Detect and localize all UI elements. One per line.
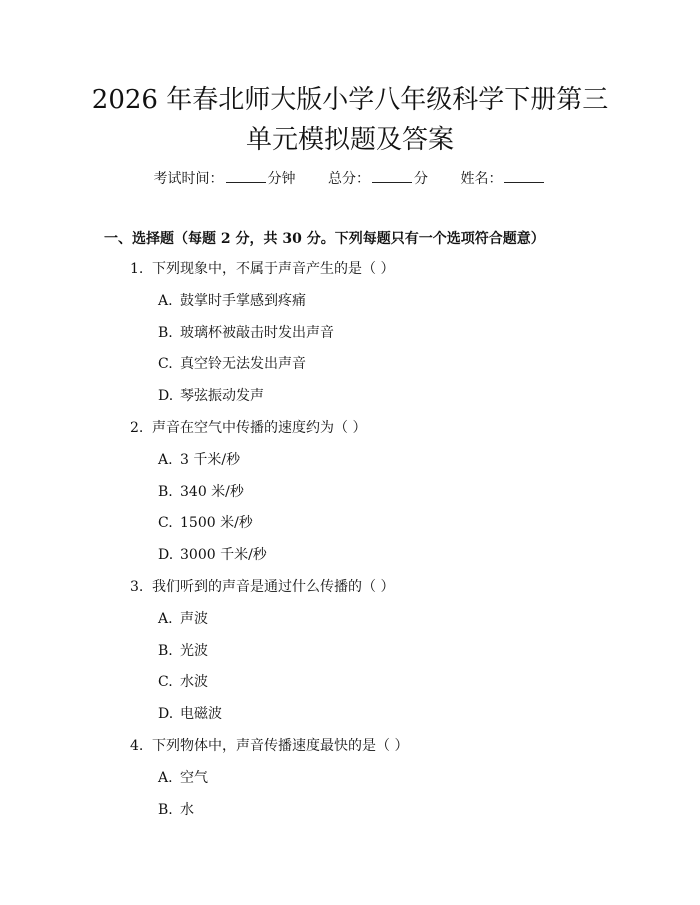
- option-letter: D.: [158, 706, 174, 723]
- option-text: 声波: [180, 610, 208, 627]
- option-letter: B.: [158, 642, 173, 659]
- option-letter: B.: [158, 801, 173, 818]
- question-number: 2.: [130, 419, 144, 436]
- answer-option: [158, 768, 700, 800]
- option-letter: A.: [158, 451, 173, 468]
- question-stem: [130, 418, 700, 450]
- option-text: 1500 米/秒: [180, 515, 253, 532]
- answer-option: [158, 323, 700, 355]
- option-text: 340 米/秒: [180, 483, 244, 500]
- question-number: 4.: [130, 737, 144, 754]
- question-stem: [130, 577, 700, 609]
- question-number: 1.: [130, 261, 144, 277]
- option-text: 鼓掌时手掌感到疼痛: [180, 292, 306, 309]
- answer-option: [158, 545, 700, 577]
- option-letter: B.: [158, 324, 173, 341]
- answer-option: [158, 450, 700, 482]
- option-letter: A.: [158, 610, 173, 627]
- option-text: 空气: [180, 769, 208, 786]
- question-text: 声音在空气中传播的速度约为（ ）: [152, 419, 367, 436]
- exam-time-unit: 分钟: [267, 171, 296, 187]
- total-score-unit: 分: [414, 171, 428, 187]
- option-text: 水波: [180, 674, 208, 691]
- question-stem: [130, 259, 700, 291]
- option-letter: C.: [158, 674, 173, 691]
- title-line-2: 单元模拟题及答案: [245, 125, 454, 155]
- answer-option: [158, 609, 700, 641]
- option-letter: B.: [158, 483, 173, 500]
- answer-option: [158, 354, 700, 386]
- option-letter: C.: [158, 515, 173, 532]
- document-title: [60, 80, 640, 160]
- answer-option: [158, 641, 700, 673]
- question-text: 下列现象中，不属于声音产生的是（ ）: [152, 261, 395, 277]
- question-list: [0, 259, 700, 831]
- answer-option: [158, 672, 700, 704]
- title-line-1: 2026 年春北师大版小学八年级科学下册第三: [91, 85, 609, 115]
- answer-option: [158, 386, 700, 418]
- name-blank: [504, 168, 544, 183]
- answer-option: [158, 291, 700, 323]
- option-text: 光波: [180, 642, 208, 659]
- option-text: 水: [180, 801, 194, 818]
- option-text: 电磁波: [180, 706, 222, 723]
- exam-time-blank: [226, 168, 266, 183]
- total-score-blank: [372, 168, 412, 183]
- question-text: 下列物体中，声音传播速度最快的是（ ）: [152, 737, 409, 754]
- question-stem: [130, 736, 700, 768]
- exam-time-label: 考试时间：: [153, 171, 224, 187]
- question-number: 3.: [130, 578, 144, 595]
- option-text: 真空铃无法发出声音: [180, 356, 306, 373]
- option-text: 琴弦振动发声: [180, 388, 264, 405]
- question-item: [0, 577, 700, 736]
- question-item: [0, 259, 700, 418]
- option-letter: A.: [158, 292, 173, 309]
- exam-time-field: [154, 168, 296, 189]
- answer-option: [158, 704, 700, 736]
- question-item: [0, 736, 700, 831]
- question-item: [0, 418, 700, 577]
- total-score-field: [328, 168, 428, 189]
- option-text: 3000 千米/秒: [180, 547, 267, 564]
- total-score-label: 总分：: [328, 171, 370, 187]
- option-letter: A.: [158, 769, 173, 786]
- question-text: 我们听到的声音是通过什么传播的（ ）: [152, 578, 395, 595]
- option-letter: D.: [158, 547, 174, 564]
- option-letter: C.: [158, 356, 173, 373]
- section-heading: 一、选择题（每题 2 分，共 30 分。下列每题只有一个选项符合题意）: [104, 231, 545, 247]
- answer-option: [158, 482, 700, 514]
- answer-option: [158, 513, 700, 545]
- option-letter: D.: [158, 388, 174, 405]
- name-label: 姓名：: [460, 171, 503, 187]
- answer-option: [158, 800, 700, 832]
- exam-info-line: [0, 168, 700, 189]
- option-text: 3 千米/秒: [180, 451, 241, 468]
- option-text: 玻璃杯被敲击时发出声音: [180, 324, 334, 341]
- name-field: [460, 168, 546, 189]
